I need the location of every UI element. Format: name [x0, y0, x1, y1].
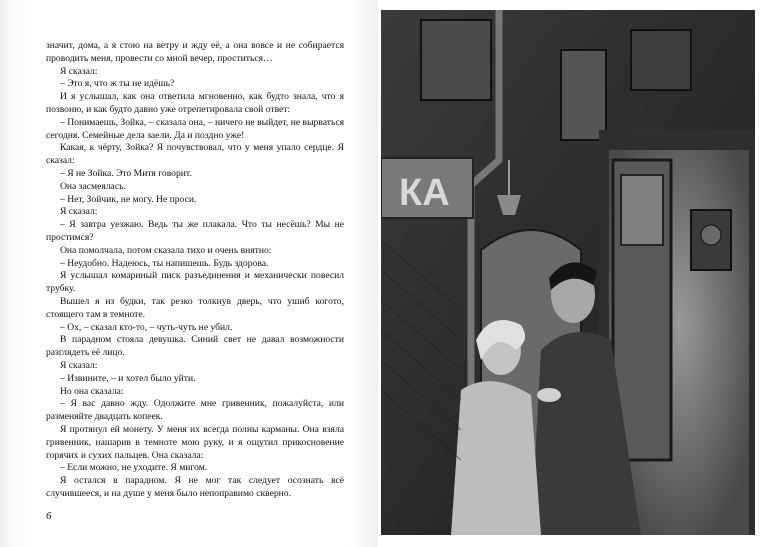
text-line: Я остался в парадном. Я не мог так следует осознать всё случившееся, и на душе у меня было непоправимо скверно.	[46, 475, 344, 499]
text-line: – Ох, – сказал кто-то, – чуть-чуть не убил.	[60, 321, 233, 333]
text-line: Она помолчала, потом сказала тихо и очень внятно:	[60, 244, 272, 256]
text-line: Я протянул ей монету. У меня их всегда полны карманы. Она взяла гривенник, нашарив в темноте мою руку, и я ощутил прикосновение горячих и сухих пальцев. Она сказала:	[46, 423, 344, 461]
hands	[537, 388, 561, 402]
text-line: – Если можно, не уходите. Я мигом.	[60, 462, 208, 474]
text-line: Я сказал:	[60, 359, 98, 371]
text-block	[46, 40, 344, 501]
text-line: – Я вас давно жду. Одолжите мне гривенник, пожалуйста, или разменяйте двадцать копеек.	[46, 398, 344, 423]
text-line: – Неудобно. Надеюсь, ты напишешь. Будь здорова.	[60, 257, 269, 269]
woman-dress	[451, 381, 541, 535]
text-line: – Я завтра уезжаю. Ведь ты же плакала. Что ты несёшь? Мы не простимся?	[46, 219, 344, 243]
text-line: – Это я, что ж ты не идёшь?	[60, 78, 175, 90]
window-upper-middle	[561, 50, 606, 140]
left-page	[0, 0, 378, 547]
illustration-svg	[381, 10, 755, 535]
text-line: Вышел я из будки, так резко толкнув дверь, что ушиб когото, стоящего там в темноте.	[46, 295, 344, 320]
text-line: И я услышал, как она ответила мгновенно, как будто знала, что я позвоню, и как будто давно уже отрепетировала свой ответ:	[46, 91, 344, 115]
text-line: – Извините, – и хотел было уйти.	[60, 372, 196, 384]
text-line: – Я не Зойка. Это Митя говорит.	[60, 167, 192, 179]
text-line: – Нет, Зойчик, не могу. Не проси.	[60, 193, 197, 205]
booth-door-window	[621, 175, 663, 245]
text-line: В парадном стояла девушка. Синий свет не давал возможности разглядеть её лицо.	[46, 334, 344, 359]
phone-dial	[701, 225, 721, 245]
page-number: 6	[46, 510, 52, 522]
text-line: Но она сказала:	[60, 385, 124, 397]
text-line: Я сказал:	[60, 206, 98, 218]
text-line: Какая, к чёрту, Зойка? Я почувствовал, что у меня упало сердце. Я сказал:	[46, 142, 344, 167]
window-upper-right	[631, 30, 691, 90]
text-line: – Понимаешь, Зойка, – сказала она, – ничего не выйдет, не вырваться сегодня. Семейные дела заели. Да и поздно уже!	[46, 116, 344, 141]
sign-lettering: КА	[399, 172, 450, 214]
night-scene-illustration	[381, 10, 755, 535]
text-line: Я услышал комариный писк разъединения и механически повесил трубку.	[46, 270, 344, 295]
text-line: Она засмеялась.	[60, 180, 126, 192]
text-line: значит, дома, а я стою на ветру и жду её, а она вовсе и не собирается проводить меня, провести со мной вечер, проститься…	[46, 40, 344, 64]
text-line: Я сказал:	[60, 65, 98, 77]
window-upper-left	[421, 20, 491, 100]
right-page	[378, 0, 762, 547]
